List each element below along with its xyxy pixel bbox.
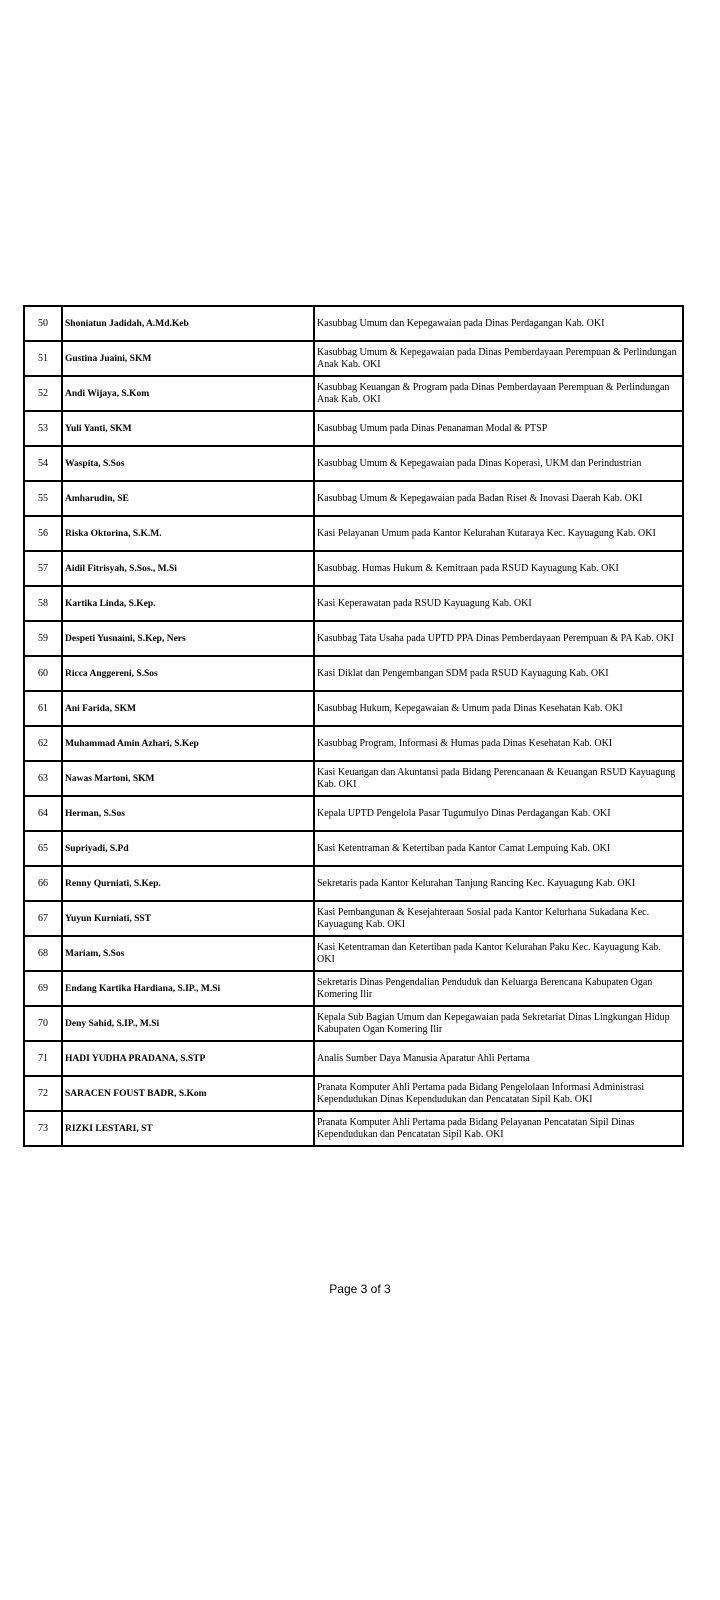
table-row: [24, 656, 683, 691]
table-row: [24, 936, 683, 971]
employee-name: HADI YUDHA PRADANA, S.STP: [62, 1041, 314, 1076]
employee-position: Kasubbag Umum dan Kepegawaian pada Dinas Perdagangan Kab. OKI: [314, 306, 683, 341]
row-number: 51: [24, 341, 62, 376]
table-row: [24, 306, 683, 341]
employee-position: Kepala UPTD Pengelola Pasar Tugumulyo Dinas Perdagangan Kab. OKI: [314, 796, 683, 831]
table-row: [24, 446, 683, 481]
row-number: 59: [24, 621, 62, 656]
employee-position: Sekretaris Dinas Pengendalian Penduduk dan Keluarga Berencana Kabupaten Ogan Komering Ilir: [314, 971, 683, 1006]
employee-position: Kasubbag. Humas Hukum & Kemitraan pada RSUD Kayuagung Kab. OKI: [314, 551, 683, 586]
employee-position: Kasi Pembangunan & Kesejahteraan Sosial pada Kantor Kelurhana Sukadana Kec. Kayuagung Kab. OKI: [314, 901, 683, 936]
employee-name: Renny Qurniati, S.Kep.: [62, 866, 314, 901]
table-row: [24, 796, 683, 831]
row-number: 69: [24, 971, 62, 1006]
table-row: [24, 586, 683, 621]
employee-position: Kasubbag Umum & Kepegawaian pada Badan Riset & Inovasi Daerah Kab. OKI: [314, 481, 683, 516]
row-number: 58: [24, 586, 62, 621]
employee-name: Despeti Yusnaini, S.Kep, Ners: [62, 621, 314, 656]
table-row: [24, 551, 683, 586]
employee-position: Kasubbag Hukum, Kepegawaian & Umum pada Dinas Kesehatan Kab. OKI: [314, 691, 683, 726]
employee-name: Aidil Fitrisyah, S.Sos., M.Si: [62, 551, 314, 586]
personnel-table-body: [24, 306, 683, 1146]
row-number: 72: [24, 1076, 62, 1111]
table-row: [24, 341, 683, 376]
row-number: 53: [24, 411, 62, 446]
employee-name: Yuli Yanti, SKM: [62, 411, 314, 446]
table-row: [24, 901, 683, 936]
employee-name: Muhammad Amin Azhari, S.Kep: [62, 726, 314, 761]
table-row: [24, 621, 683, 656]
row-number: 50: [24, 306, 62, 341]
row-number: 70: [24, 1006, 62, 1041]
row-number: 60: [24, 656, 62, 691]
employee-name: Ricca Anggereni, S.Sos: [62, 656, 314, 691]
employee-position: Kasi Diklat dan Pengembangan SDM pada RSUD Kayuagung Kab. OKI: [314, 656, 683, 691]
page-number: Page 3 of 3: [329, 1282, 391, 1296]
employee-position: Pranata Komputer Ahli Pertama pada Bidang Pengelolaan Informasi Administrasi Kependudukan Dinas Kependudukan dan Pencatatan Sipil Kab. OKI: [314, 1076, 683, 1111]
employee-position: Kasubbag Tata Usaha pada UPTD PPA Dinas Pemberdayaan Perempuan & PA Kab. OKI: [314, 621, 683, 656]
table-row: [24, 376, 683, 411]
table-row: [24, 1076, 683, 1111]
row-number: 71: [24, 1041, 62, 1076]
employee-position: Kepala Sub Bagian Umum dan Kepegawaian pada Sekretariat Dinas Lingkungan Hidup Kabupaten Ogan Komering Ilir: [314, 1006, 683, 1041]
row-number: 68: [24, 936, 62, 971]
employee-name: Yuyun Kurniati, SST: [62, 901, 314, 936]
row-number: 54: [24, 446, 62, 481]
row-number: 64: [24, 796, 62, 831]
employee-name: Supriyadi, S.Pd: [62, 831, 314, 866]
employee-name: Kartika Linda, S.Kep.: [62, 586, 314, 621]
employee-position: Pranata Komputer Ahli Pertama pada Bidang Pelayanan Pencatatan Sipil Dinas Kependudukan dan Pencatatan Sipil Kab. OKI: [314, 1111, 683, 1146]
table-row: [24, 411, 683, 446]
table-row: [24, 761, 683, 796]
employee-position: Kasubbag Umum & Kepegawaian pada Dinas Pemberdayaan Perempuan & Perlindungan Anak Kab. OKI: [314, 341, 683, 376]
employee-name: Nawas Martoni, SKM: [62, 761, 314, 796]
employee-position: Kasi Keuangan dan Akuntansi pada Bidang Perencanaan & Keuangan RSUD Kayuagung Kab. OKI: [314, 761, 683, 796]
table-row: [24, 691, 683, 726]
row-number: 65: [24, 831, 62, 866]
table-row: [24, 726, 683, 761]
table-row: [24, 831, 683, 866]
table-row: [24, 481, 683, 516]
row-number: 57: [24, 551, 62, 586]
table-row: [24, 971, 683, 1006]
employee-position: Sekretaris pada Kantor Kelurahan Tanjung Rancing Kec. Kayuagung Kab. OKI: [314, 866, 683, 901]
table-row: [24, 866, 683, 901]
employee-name: Andi Wijaya, S.Kom: [62, 376, 314, 411]
employee-name: RIZKI LESTARI, ST: [62, 1111, 314, 1146]
employee-position: Kasubbag Umum pada Dinas Penanaman Modal & PTSP: [314, 411, 683, 446]
row-number: 56: [24, 516, 62, 551]
employee-position: Kasubbag Program, Informasi & Humas pada Dinas Kesehatan Kab. OKI: [314, 726, 683, 761]
employee-name: Waspita, S.Sos: [62, 446, 314, 481]
row-number: 52: [24, 376, 62, 411]
employee-name: Mariam, S.Sos: [62, 936, 314, 971]
row-number: 62: [24, 726, 62, 761]
employee-name: Shoniatun Jadidah, A.Md.Keb: [62, 306, 314, 341]
table-row: [24, 1041, 683, 1076]
employee-position: Kasi Ketentraman & Ketertiban pada Kantor Camat Lempuing Kab. OKI: [314, 831, 683, 866]
employee-position: Kasubbag Umum & Kepegawaian pada Dinas Koperasi, UKM dan Perindustrian: [314, 446, 683, 481]
row-number: 73: [24, 1111, 62, 1146]
row-number: 67: [24, 901, 62, 936]
employee-name: Deny Sahid, S.IP., M.Si: [62, 1006, 314, 1041]
row-number: 61: [24, 691, 62, 726]
employee-position: Kasi Ketentraman dan Ketertiban pada Kantor Kelurahan Paku Kec. Kayuagung Kab. OKI: [314, 936, 683, 971]
employee-name: Endang Kartika Hardiana, S.IP., M.Si: [62, 971, 314, 1006]
employee-name: Amharudin, SE: [62, 481, 314, 516]
employee-name: Riska Oktorina, S.K.M.: [62, 516, 314, 551]
employee-name: Herman, S.Sos: [62, 796, 314, 831]
row-number: 66: [24, 866, 62, 901]
row-number: 55: [24, 481, 62, 516]
employee-name: Ani Farida, SKM: [62, 691, 314, 726]
table-row: [24, 1111, 683, 1146]
table-row: [24, 516, 683, 551]
employee-position: Analis Sumber Daya Manusia Aparatur Ahli Pertama: [314, 1041, 683, 1076]
table-row: [24, 1006, 683, 1041]
employee-position: Kasi Pelayanan Umum pada Kantor Kelurahan Kutaraya Kec. Kayuagung Kab. OKI: [314, 516, 683, 551]
row-number: 63: [24, 761, 62, 796]
employee-position: Kasi Keperawatan pada RSUD Kayuagung Kab. OKI: [314, 586, 683, 621]
employee-name: Gustina Juaini, SKM: [62, 341, 314, 376]
employee-position: Kasubbag Keuangan & Program pada Dinas Pemberdayaan Perempuan & Perlindungan Anak Kab. OKI: [314, 376, 683, 411]
employee-name: SARACEN FOUST BADR, S.Kom: [62, 1076, 314, 1111]
personnel-table: [23, 305, 684, 1147]
